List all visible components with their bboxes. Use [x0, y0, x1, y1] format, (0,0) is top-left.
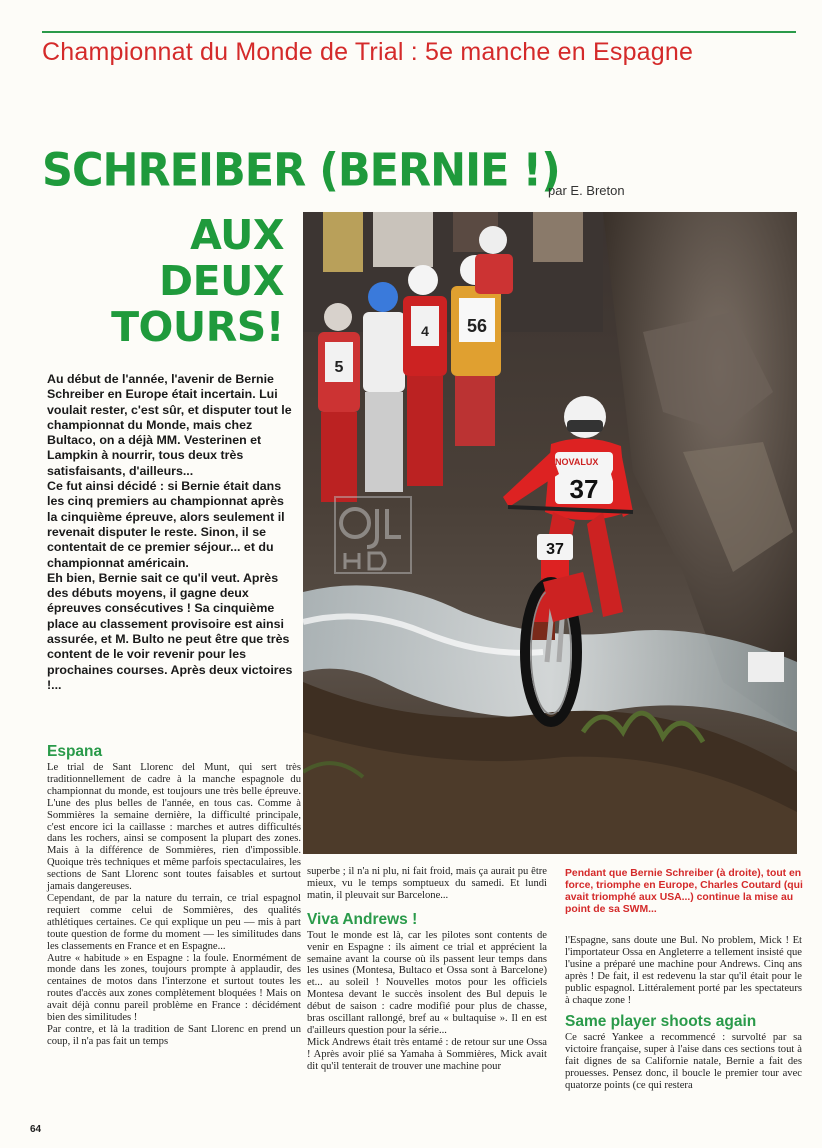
- section-title-viva-andrews: Viva Andrews !: [307, 910, 418, 928]
- headline-line-2: AUX: [190, 211, 284, 259]
- body-paragraph: Tout le monde est là, car les pilotes sont contents de venir en Espagne : ils aiment ce trial et apprécient la semaine avant la course où ils passent leur temps dans les usines (Montesa, Bultaco et Ossa sont à Barcelone) et... au soleil ! Nouvelles motos pour les officiels Montesa devant le succès insolent des Bul depuis le début de saison : cadre modifié pour plus de chasse, bras oscillant rallongé, bref au « bultaquise ». Il en est d'ailleurs question pour la série...: [307, 929, 547, 1036]
- column-2: [307, 866, 547, 1073]
- intro-paragraph: Ce fut ainsi décidé : si Bernie était dans les cinq premiers au championnat après la cinquième épreuve, alors seulement il revenait disputer le reste. Sinon, il se contentait de ce premier séjour... et du championnat américain.: [47, 479, 285, 570]
- spectator-number: 56: [466, 316, 488, 336]
- body-paragraph: Par contre, et là la tradition de Sant Llorenc en prend un coup, il n'a pas fait un temps: [47, 1023, 301, 1047]
- spectator-number: 5: [334, 359, 344, 376]
- body-paragraph: superbe ; il n'a ni plu, ni fait froid, mais ça aurait pu être mieux, vu le temps somptueux du samedi. Et lundi matin, il pleuvait sur Barcelone...: [307, 866, 547, 901]
- headline-line-4: TOURS!: [111, 303, 284, 351]
- column-1: [47, 742, 301, 1048]
- byline: par E. Breton: [548, 183, 625, 198]
- header-rule: [42, 31, 796, 33]
- body-paragraph: Autre « habitude » en Espagne : la foule. Enormément de monde dans les zones, toujours prompte à applaudir, des centaines de motos dans l'interzone et surtout toutes les routes d'accès aux zones complètement bloquées ! Mais on avait déjà connu pareil problème en France : décidément bien des similitudes !: [47, 952, 301, 1024]
- watermark-logo: [333, 495, 413, 575]
- number-plate: 37: [546, 541, 564, 558]
- body-paragraph: l'Espagne, sans doute une Bul. No problem, Mick ! Et l'importateur Ossa en Angleterre a tellement insisté que l'usine a préparé une machine pour Andrews. Cinq ans après ! De fait, il est redevenu la star qu'il était pour le public espagnol. Littéralement porté par les spectateurs à chaque zone !: [565, 935, 802, 1006]
- intro-text: [47, 372, 297, 693]
- body-paragraph: Mick Andrews était très entamé : de retour sur une Ossa ! Après avoir plié sa Yamaha à Sommières, Mick avait dit qu'il tenterait de trouver une machine pour: [307, 1036, 547, 1072]
- page-number: 64: [30, 1124, 42, 1135]
- section-title-espana: Espana: [47, 743, 103, 760]
- section-kicker: Championnat du Monde de Trial : 5e manche en Espagne: [42, 38, 694, 66]
- body-paragraph: Cependant, de par la nature du terrain, ce trial espagnol requiert comme celui de Sommières, des qualités athlétiques certaines. Ce qui explique un peu — mis à part toute question de forme du moment — les similitudes dans les classements en France et en Espagne...: [47, 892, 301, 952]
- headline-line-1: SCHREIBER (BERNIE !): [42, 144, 560, 198]
- section-title-same-player: Same player shoots again: [565, 1013, 757, 1031]
- body-paragraph: Ce sacré Yankee a recommencé : survolté par sa victoire française, super à l'aise dans ces sections tout à fait dignes de sa Californie natale, Bernie a fait des prouesses. Pensez donc, il boucle le premier tour avec quatorze points (ce qui restera: [565, 1032, 802, 1092]
- spectator-number: 4: [421, 323, 429, 339]
- jersey-brand: NOVALUX: [555, 457, 599, 467]
- headline-lines: [111, 212, 284, 350]
- course-sign: [748, 652, 784, 682]
- headline-line-3: DEUX: [159, 257, 284, 305]
- intro-paragraph: Au début de l'année, l'avenir de Bernie Schreiber en Europe était incertain. Lui voulait rester, c'est sûr, et disputer tout le championnat du Monde, mais chez Bultaco, on a déjà MM. Vesterinen et Lampkin à nourrir, tous deux très satisfaisants, d'ailleurs...: [47, 372, 292, 478]
- intro-paragraph: Eh bien, Bernie sait ce qu'il veut. Après des débuts moyens, il gagne deux épreuves consécutives ! Sa cinquième place au classement provisoire est ainsi assurée, et M. Bulto ne peut être que très content de le voir revenir pour les prochaines courses. Après deux victoires !...: [47, 570, 293, 692]
- column-3: [565, 935, 802, 1092]
- photo-caption: Pendant que Bernie Schreiber (à droite), tout en force, triomphe en Europe, Charles Coutard (qui avait triomphé aux USA...) continue la mise au point de sa SWM...: [565, 868, 803, 915]
- body-paragraph: Le trial de Sant Llorenc del Munt, qui sert très traditionnellement de cadre à la manche espagnole du championnat du monde, est toujours une très belle épreuve. L'une des plus belles de l'année, en tous cas. Comme à Sommières la semaine dernière, la difficulté principale, c'est encore ici la caillasse : marches et autres difficultés dans les rochers, ainsi se composent la plupart des zones. Mais à la différence de Sommières, rien d'impossible. Quoique très techniques et même parfois spectaculaires, les sections de Sant Llorenc sont toutes faisables et surtout jamais dangereuses.: [47, 762, 301, 893]
- rider-number: 37: [569, 474, 599, 504]
